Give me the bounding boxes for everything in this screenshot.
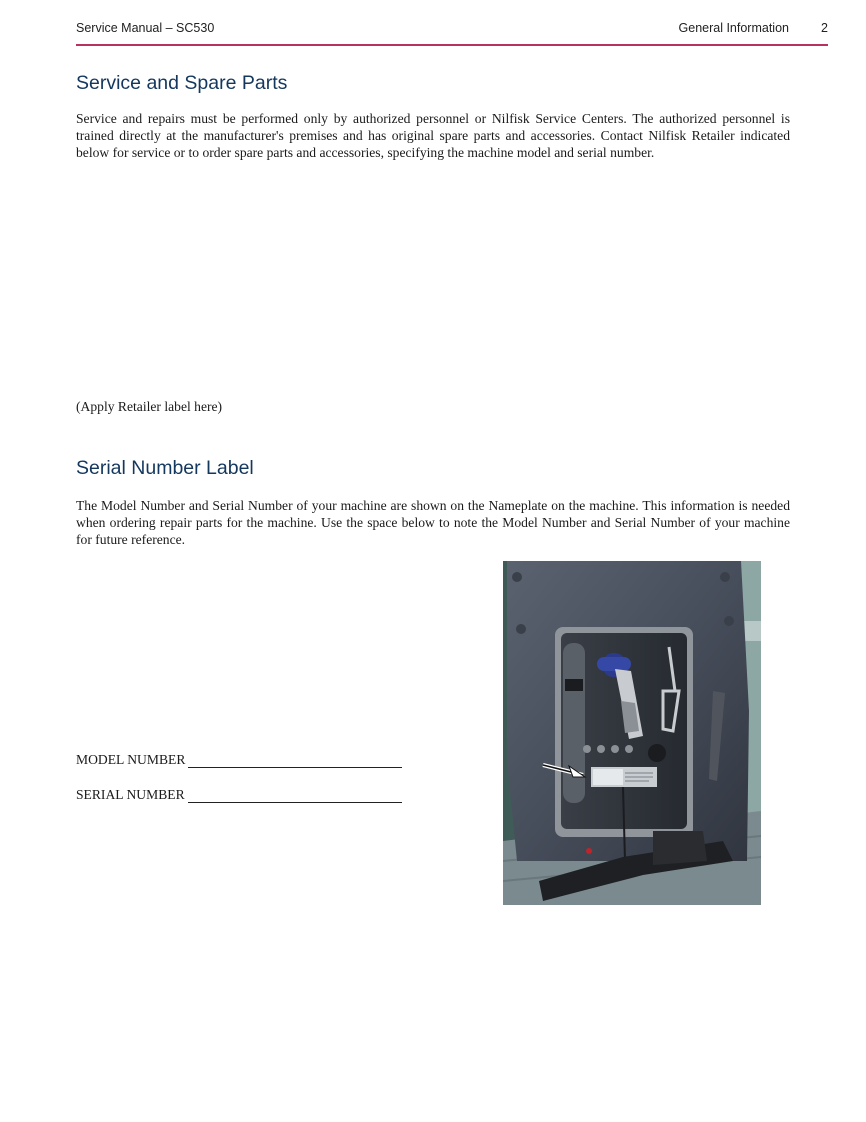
model-number-label: MODEL NUMBER [76, 752, 186, 767]
page-number: 2 [821, 21, 828, 35]
serial-paragraph: The Model Number and Serial Number of your machine are shown on the Nameplate on the machine. This information is needed when ordering repair parts for the machine. Use the space below to note the Model Number and Serial Number of your machine for future reference. [76, 498, 790, 547]
retailer-label-note: (Apply Retailer label here) [76, 399, 223, 414]
service-heading: Service and Spare Parts [76, 72, 288, 94]
machine-rear-illustration [503, 561, 761, 905]
serial-heading: Serial Number Label [76, 457, 254, 479]
model-number-line [188, 755, 402, 768]
page-header [76, 20, 828, 46]
nameplate-location-photo [503, 561, 761, 905]
service-paragraph: Service and repairs must be performed only by authorized personnel or Nilfisk Service Centers. The authorized personnel is trained directly at the manufacturer's premises and has original spare parts and accessories. Contact Nilfisk Retailer indicated below for service or to order spare parts and accessories, specifying the machine model and serial number. [76, 111, 790, 160]
serial-number-line [188, 790, 402, 803]
section-title: General Information [678, 21, 789, 35]
serial-number-label: SERIAL NUMBER [76, 787, 185, 802]
model-number-field [76, 752, 402, 768]
serial-number-field [76, 787, 402, 803]
manual-title: Service Manual – SC530 [76, 21, 215, 35]
